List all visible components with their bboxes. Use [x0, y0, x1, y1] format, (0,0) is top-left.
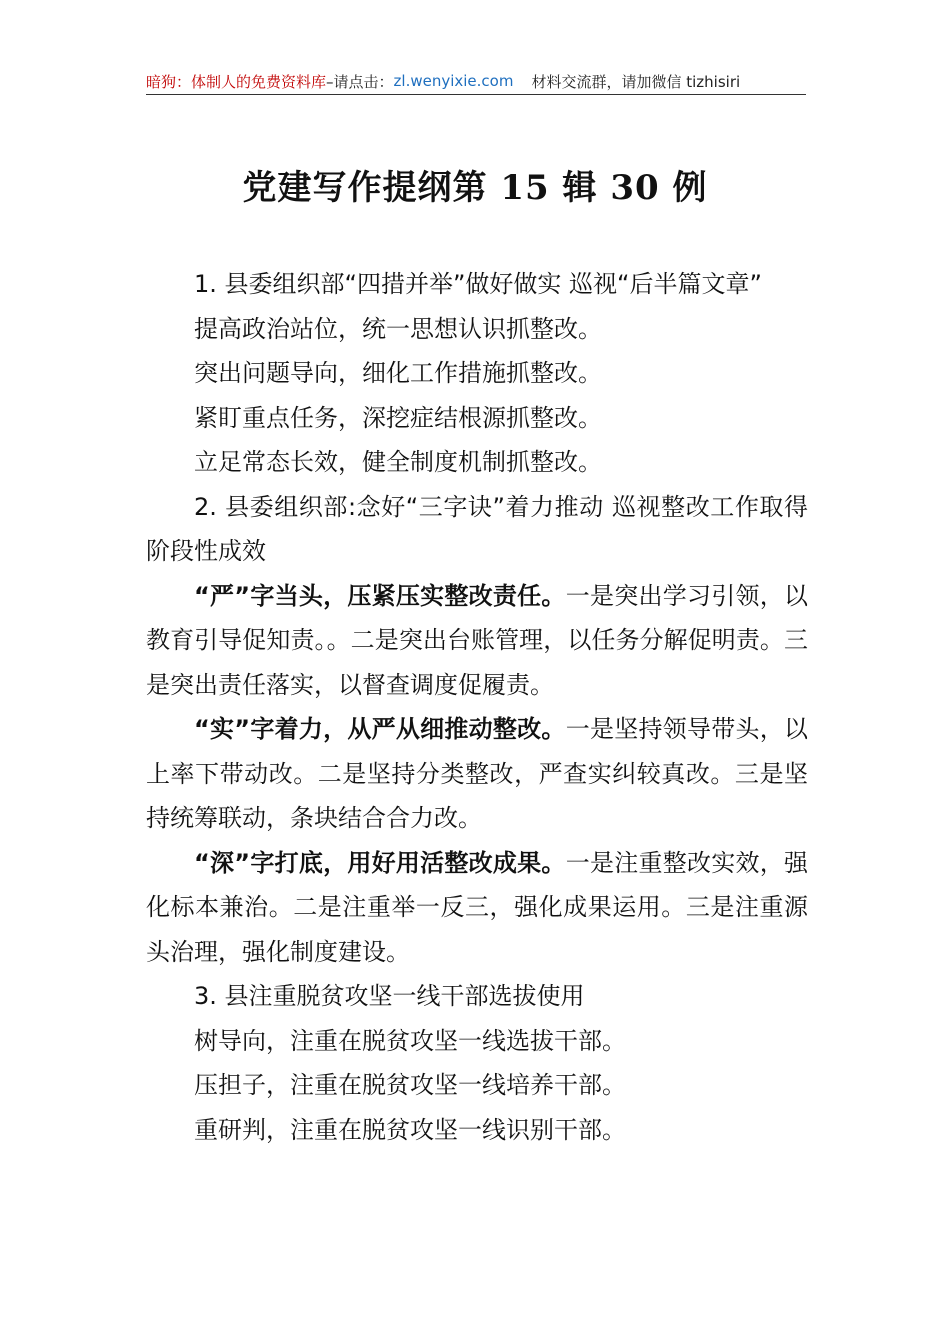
- section-1-item: 提高政治站位，统一思想认识抓整改。: [194, 314, 602, 343]
- paragraph-lead: “深”字打底，用好用活整改成果。: [194, 848, 566, 877]
- section-1-item: 紧盯重点任务，深挖症结根源抓整改。: [194, 403, 602, 432]
- section-1-item: 突出问题导向，细化工作措施抓整改。: [194, 359, 602, 387]
- section-3-item: 压担子，注重在脱贫攻坚一线培养干部。: [194, 1071, 626, 1099]
- header-divider: [146, 94, 806, 95]
- section-1-item: 立足常态长效，健全制度机制抓整改。: [194, 448, 602, 476]
- click-label: –请点击：: [326, 72, 394, 91]
- section-1-heading: 1. 县委组织部“四措并举”做好做实 巡视“后半篇文章”: [194, 270, 762, 298]
- section-3-heading: 3. 县注重脱贫攻坚一线干部选拔使用: [194, 982, 585, 1010]
- section-2-paragraph: [146, 574, 808, 708]
- site-label: 暗狗：体制人的免费资料库: [146, 72, 327, 91]
- section-2-paragraph: [146, 707, 808, 841]
- document-title: 党建写作提纲第 15 辑 30 例: [242, 168, 708, 208]
- document-body: [146, 262, 808, 1152]
- section-3-item: 树导向，注重在脱贫攻坚一线选拔干部。: [194, 1026, 626, 1055]
- wechat-note: 材料交流群，请加微信 tizhisiri: [531, 72, 741, 91]
- paragraph-text: 一是注重整改实效，强化标本兼治。二是注重举一反三，强化成果运用。三是注重源头治理，强化制度建设。: [146, 848, 809, 966]
- section-2-paragraph: [146, 841, 808, 975]
- section-2-heading: 2. 县委组织部:念好“三字诀”着力推动 巡视整改工作取得阶段性成效: [146, 492, 808, 565]
- section-3-item: 重研判，注重在脱贫攻坚一线识别干部。: [194, 1115, 626, 1144]
- paragraph-text: 一是突出学习引领，以教育引导促知责。。二是突出台账管理，以任务分解促明责。三是突出责任落实，以督查调度促履责。: [146, 581, 809, 699]
- page-header: [146, 68, 806, 94]
- paragraph-lead: “严”字当头，压紧压实整改责任。: [194, 581, 566, 610]
- site-link[interactable]: zl.wenyixie.com: [393, 72, 514, 90]
- paragraph-lead: “实”字着力，从严从细推动整改。: [194, 715, 566, 743]
- paragraph-text: 一是坚持领导带头，以上率下带动改。二是坚持分类整改，严查实纠较真改。三是坚持统筹联动，条块结合合力改。: [146, 715, 809, 832]
